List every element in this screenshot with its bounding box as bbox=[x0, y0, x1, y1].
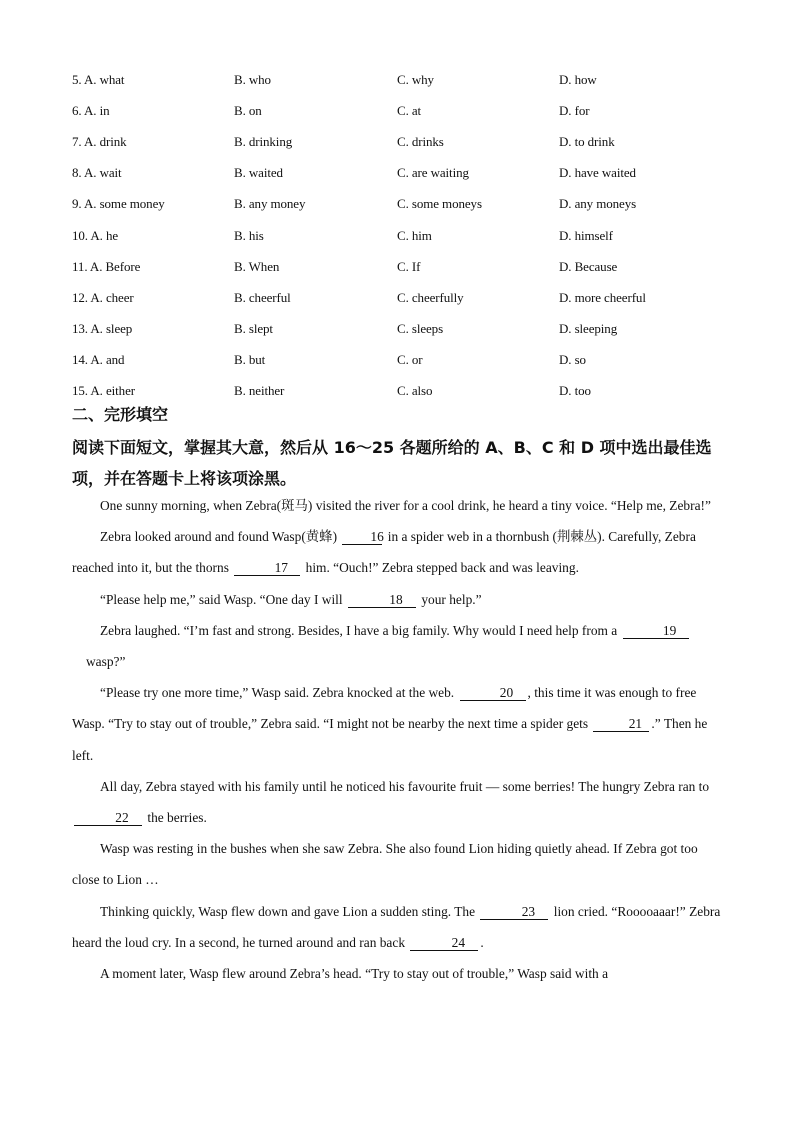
text: your help.” bbox=[417, 591, 482, 607]
answer-options-table bbox=[72, 64, 732, 407]
option-c: C. are waiting bbox=[397, 165, 469, 181]
option-d: D. himself bbox=[559, 227, 613, 243]
option-c: C. him bbox=[397, 227, 432, 243]
paragraph-continuation bbox=[72, 646, 728, 677]
paragraph bbox=[72, 490, 728, 521]
option-d: D. how bbox=[559, 71, 597, 87]
option-d: D. any moneys bbox=[559, 196, 637, 212]
text: One sunny morning, when Zebra(斑马) visited the river for a cool drink, he heard a tiny voice. “Help me, Zebra!” bbox=[100, 498, 711, 513]
paragraph bbox=[72, 521, 728, 583]
text: Zebra laughed. “I’m fast and strong. Besides, I have a big family. Why would I need help from a bbox=[100, 622, 621, 638]
option-row bbox=[72, 95, 732, 126]
option-c: C. drinks bbox=[397, 133, 444, 149]
text: him. “Ouch!” Zebra stepped back and was leaving. bbox=[302, 560, 579, 576]
answer-blank: 20 bbox=[460, 686, 526, 701]
answer-blank: 17 bbox=[234, 561, 300, 576]
section-instructions: 阅读下面短文，掌握其大意，然后从 16～25 各题所给的 A、B、C 和 D 项中选出最佳选项，并在答题卡上将该项涂黑。 bbox=[72, 438, 712, 488]
option-c: C. at bbox=[397, 102, 422, 118]
option-row bbox=[72, 126, 732, 157]
text: Thinking quickly, Wasp flew down and gave Lion a sudden sting. The bbox=[100, 903, 479, 919]
text: All day, Zebra stayed with his family until he noticed his favourite fruit — some berries! The hungry Zebra ran to bbox=[100, 778, 710, 794]
reading-passage bbox=[72, 490, 728, 989]
text: Zebra looked around and found Wasp(黄蜂) bbox=[100, 529, 341, 545]
option-c: C. or bbox=[397, 352, 423, 368]
text: , this time it was enough to free Wasp. “Try to stay out of trouble,” Zebra said. “I might not be nearby the next time a spider gets bbox=[72, 685, 697, 732]
option-row bbox=[72, 282, 732, 313]
paragraph bbox=[72, 958, 728, 989]
option-b: B. on bbox=[234, 102, 262, 118]
option-c: C. sleeps bbox=[397, 321, 444, 337]
text: lion cried. “Rooooaaar!” Zebra heard the loud cry. In a second, he turned around and ran back bbox=[72, 903, 721, 950]
option-b: B. but bbox=[234, 352, 266, 368]
option-a: 13. A. sleep bbox=[72, 321, 133, 337]
option-a: 5. A. what bbox=[72, 71, 125, 87]
option-b: B. his bbox=[234, 227, 264, 243]
option-b: B. drinking bbox=[234, 133, 293, 149]
option-b: B. When bbox=[234, 258, 280, 274]
option-c: C. If bbox=[397, 258, 421, 274]
paragraph bbox=[72, 771, 728, 833]
option-d: D. to drink bbox=[559, 133, 615, 149]
option-b: B. any money bbox=[234, 196, 306, 212]
text: “Please try one more time,” Wasp said. Zebra knocked at the web. bbox=[100, 685, 458, 701]
option-a: 6. A. in bbox=[72, 102, 110, 118]
option-d: D. Because bbox=[559, 258, 618, 274]
section-title: 二、完形填空 bbox=[72, 405, 169, 424]
option-row bbox=[72, 220, 732, 251]
option-b: B. cheerful bbox=[234, 289, 291, 305]
option-c: C. why bbox=[397, 71, 434, 87]
paragraph bbox=[72, 833, 728, 895]
text: in a spider web in a thornbush (荆棘丛). Carefully, Zebra reached into it, but the thorns bbox=[72, 529, 696, 576]
option-a: 10. A. he bbox=[72, 227, 119, 243]
option-row bbox=[72, 314, 732, 345]
answer-blank: 16 bbox=[342, 530, 382, 545]
option-row bbox=[72, 251, 732, 282]
option-a: 14. A. and bbox=[72, 352, 125, 368]
option-a: 15. A. either bbox=[72, 383, 135, 399]
option-d: D. too bbox=[559, 383, 591, 399]
option-d: D. more cheerful bbox=[559, 289, 646, 305]
text: the berries. bbox=[144, 810, 207, 826]
option-b: B. waited bbox=[234, 165, 283, 181]
option-a: 7. A. drink bbox=[72, 133, 127, 149]
option-c: C. cheerfully bbox=[397, 289, 464, 305]
option-c: C. also bbox=[397, 383, 433, 399]
option-b: B. slept bbox=[234, 321, 273, 337]
option-row bbox=[72, 64, 732, 95]
answer-blank: 23 bbox=[480, 905, 548, 920]
paragraph bbox=[72, 677, 728, 771]
answer-blank: 21 bbox=[593, 717, 649, 732]
paragraph bbox=[72, 584, 728, 615]
option-row bbox=[72, 345, 732, 376]
option-row bbox=[72, 158, 732, 189]
text: .” Then he left. bbox=[72, 716, 708, 763]
option-d: D. so bbox=[559, 352, 586, 368]
option-a: 11. A. Before bbox=[72, 258, 141, 274]
option-a: 9. A. some money bbox=[72, 196, 165, 212]
text: . bbox=[480, 934, 484, 950]
option-row bbox=[72, 189, 732, 220]
answer-blank: 22 bbox=[74, 811, 142, 826]
option-row bbox=[72, 376, 732, 407]
option-a: 8. A. wait bbox=[72, 165, 122, 181]
paragraph bbox=[72, 896, 728, 958]
paragraph bbox=[72, 615, 728, 646]
option-d: D. for bbox=[559, 102, 590, 118]
option-a: 12. A. cheer bbox=[72, 289, 134, 305]
option-d: D. have waited bbox=[559, 165, 636, 181]
option-d: D. sleeping bbox=[559, 321, 618, 337]
text: A moment later, Wasp flew around Zebra’s head. “Try to stay out of trouble,” Wasp said with a bbox=[100, 966, 609, 982]
option-b: B. neither bbox=[234, 383, 285, 399]
answer-blank: 18 bbox=[348, 593, 416, 608]
option-c: C. some moneys bbox=[397, 196, 482, 212]
text: wasp?” bbox=[86, 654, 126, 670]
text: “Please help me,” said Wasp. “One day I will bbox=[100, 591, 346, 607]
answer-blank: 24 bbox=[410, 936, 478, 951]
answer-blank: 19 bbox=[623, 624, 689, 639]
text: Wasp was resting in the bushes when she saw Zebra. She also found Lion hiding quietly ahead. If Zebra got too close to Lion … bbox=[72, 841, 698, 888]
option-b: B. who bbox=[234, 71, 271, 87]
